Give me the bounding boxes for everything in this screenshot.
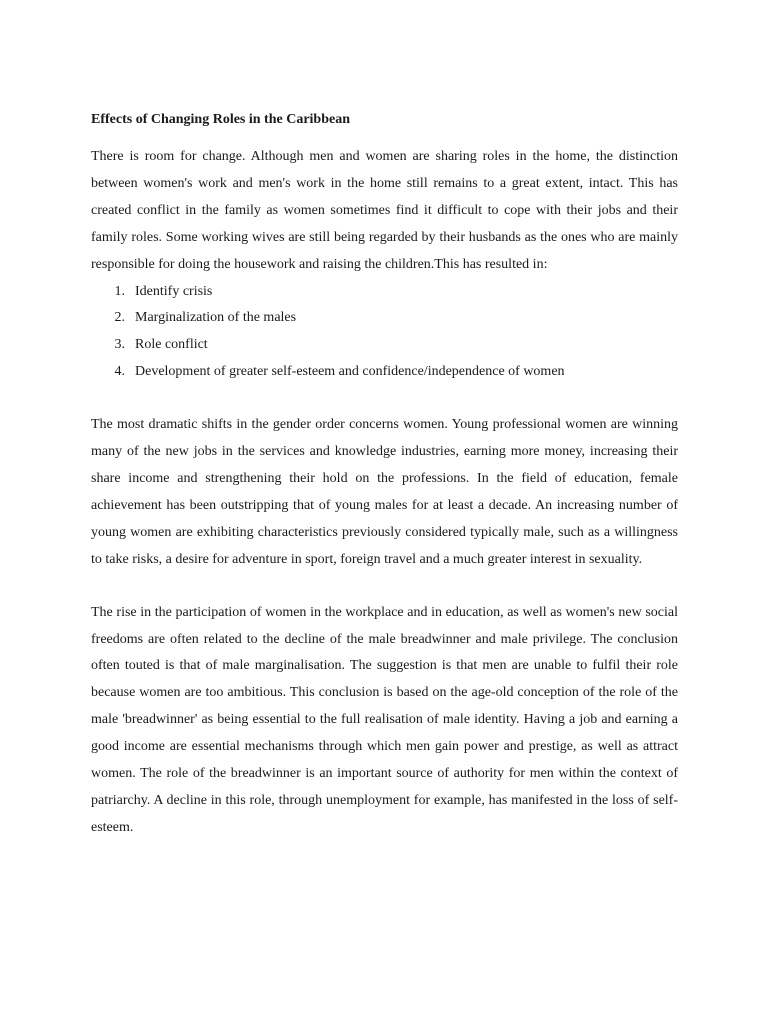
list-item	[91, 279, 678, 306]
document-title: Effects of Changing Roles in the Caribbean	[91, 112, 351, 127]
list-item	[91, 305, 678, 332]
list-item	[91, 332, 678, 359]
document-page	[91, 108, 678, 842]
intro-paragraph: There is room for change. Although men and women are sharing roles in the home, the distinction between women's work and men's work in the home still remains to a great extent, intact. This has created conflict in the family as women sometimes find it difficult to cope with their jobs and their family roles. Some working wives are still being regarded by their husbands as the ones who are mainly responsible for doing the housework and raising the children.This has resulted in:	[91, 149, 678, 272]
list-item-number: 1.	[114, 283, 125, 299]
list-item-number: 3.	[114, 337, 125, 353]
list-item-text: Development of greater self-esteem and confidence/independence of women	[135, 364, 565, 380]
list-item-text: Identify crisis	[135, 283, 213, 299]
list-item	[91, 359, 678, 386]
body-paragraph-gender-shifts: The most dramatic shifts in the gender order concerns women. Young professional women are winning many of the new jobs in the services and knowledge industries, earning more money, increasing their share income and strengthening their hold on the professions. In the field of education, female achievement has been outstripping that of young males for at least a decade. An increasing number of young women are exhibiting characteristics previously considered typically male, such as a willingness to take risks, a desire for adventure in sport, foreign travel and a much greater interest in sexuality.	[91, 417, 678, 567]
list-item-number: 2.	[114, 310, 125, 326]
list-item-number: 4.	[114, 364, 125, 380]
list-item-text: Role conflict	[135, 337, 208, 353]
list-item-text: Marginalization of the males	[135, 310, 297, 326]
body-paragraph-male-marginalisation: The rise in the participation of women in the workplace and in education, as well as women's new social freedoms are often related to the decline of the male breadwinner and male privilege. The conclusion often touted is that of male marginalisation. The suggestion is that men are unable to fulfil their role because women are too ambitious. This conclusion is based on the age-old conception of the role of the male 'breadwinner' as being essential to the full realisation of male identity. Having a job and earning a good income are essential mechanisms through which men gain power and prestige, as well as attract women. The role of the breadwinner is an important source of authority for men within the context of patriarchy. A decline in this role, through unemployment for example, has manifested in the loss of self-esteem.	[91, 604, 678, 835]
results-list	[91, 279, 678, 387]
